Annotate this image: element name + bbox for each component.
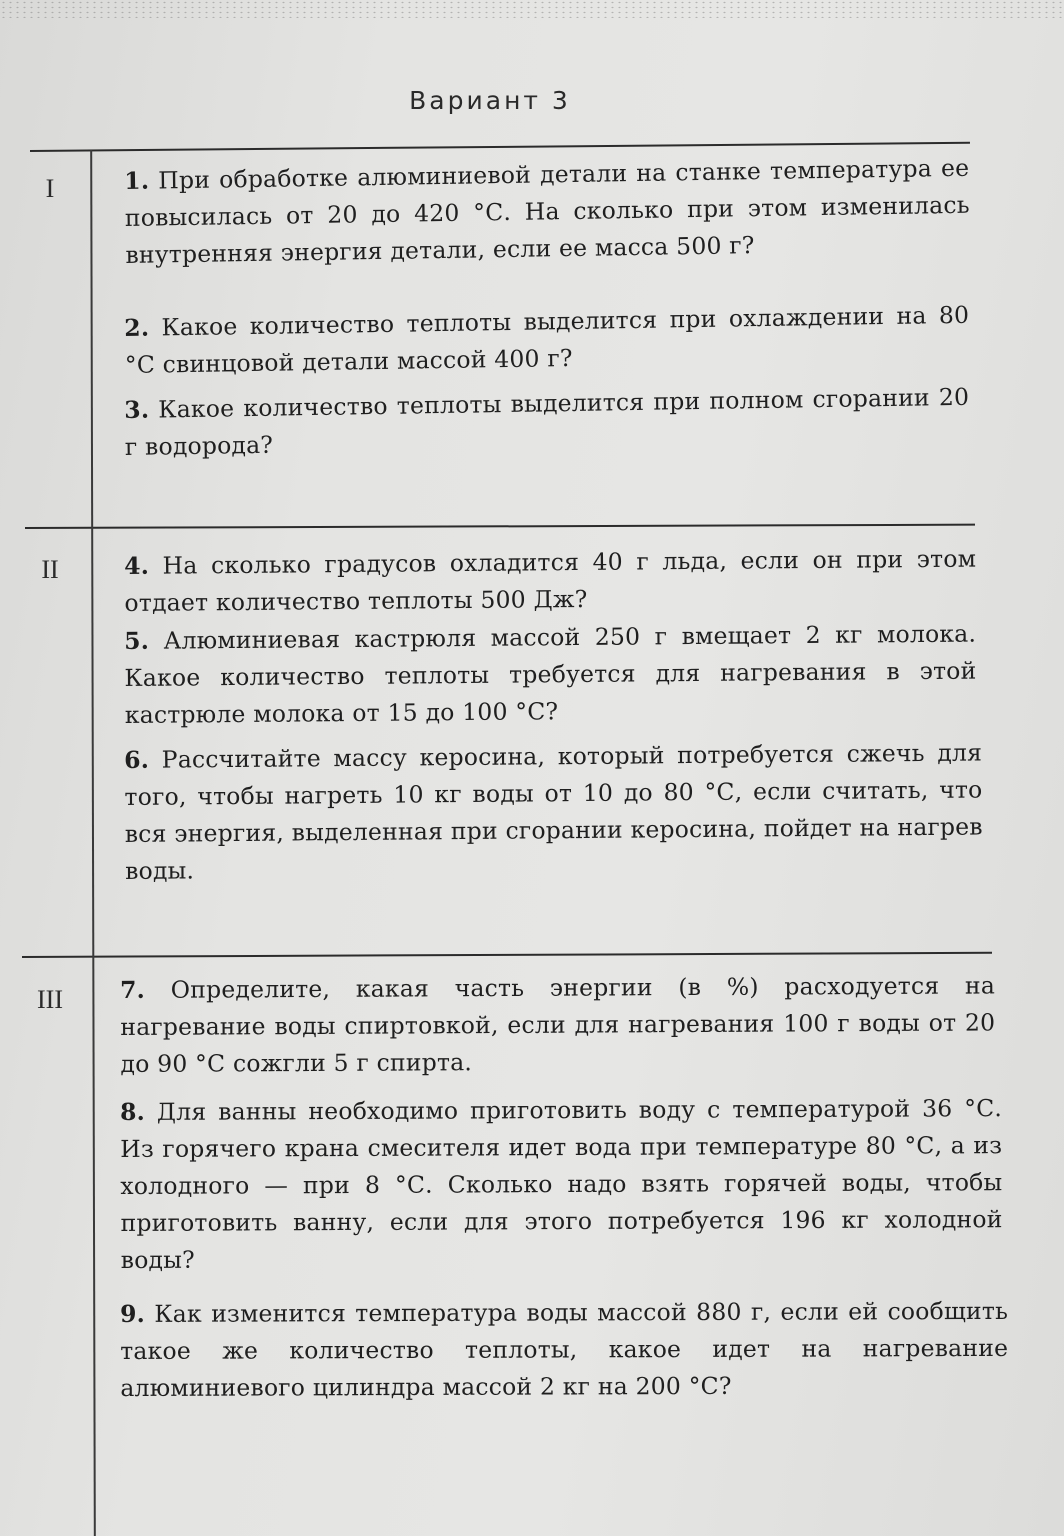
- scan-noise: [0, 0, 1064, 18]
- task-text: На сколько градусов охладится 40 г льда, если он при этом отдает количество теплоты 500 Дж?: [124, 544, 977, 617]
- task-2: [124, 297, 970, 384]
- task-text: Рассчитайте массу керосина, который потребуется сжечь для того, чтобы нагреть 10 кг воды от 10 до 80 °С, если считать, что вся энергия, выделенная при сгорании керосина, пойдет на нагрев воды.: [124, 738, 983, 885]
- section-label-2: II: [41, 555, 59, 584]
- task-text: Как изменится температура воды массой 880 г, если ей сообщить такое же количество теплоты, какое идет на нагревание алюминиевого цилиндра массой 2 кг на 200 °С?: [120, 1296, 1009, 1402]
- task-text: Для ванны необходимо приготовить воду с температурой 36 °С. Из горячего крана смесителя идет вода при температуре 80 °С, а из холодного — при 8 °С. Сколько надо взять горячей воды, чтобы приготовить ванну, если для этого потребуется 196 кг холодной воды?: [120, 1094, 1003, 1274]
- page-title: Вариант 3: [409, 86, 571, 115]
- task-text: Какое количество теплоты выделится при охлаждении на 80 °С свинцовой детали массой 400 г?: [124, 300, 970, 379]
- task-1: [124, 150, 971, 274]
- title-rule: [30, 142, 970, 152]
- task-number: 1.: [124, 166, 150, 195]
- task-number: 3.: [124, 395, 150, 424]
- task-number: 6.: [124, 745, 150, 774]
- section-divider-2: [22, 952, 992, 958]
- task-9: [120, 1293, 1008, 1407]
- task-number: 2.: [124, 313, 150, 342]
- task-8: [120, 1090, 1003, 1279]
- section-label-3: III: [37, 985, 63, 1014]
- task-5: [124, 616, 977, 734]
- task-number: 4.: [124, 551, 150, 580]
- task-text: Алюминиевая кастрюля массой 250 г вмещает 2 кг молока. Какое количество теплоты требуется для нагревания в этой кастрюле молока от 15 до 100 °С?: [124, 619, 977, 729]
- task-3: [124, 379, 970, 466]
- column-divider: [90, 150, 96, 1536]
- task-number: 9.: [120, 1299, 146, 1328]
- task-number: 5.: [124, 626, 150, 655]
- section-label-1: I: [45, 174, 55, 203]
- task-text: При обработке алюминиевой детали на станке температура ее повысилась от 20 до 420 °С. На сколько при этом изменилась внутренняя энергия детали, если ее масса 500 г?: [124, 153, 970, 269]
- task-text: Какое количество теплоты выделится при полном сгорании 20 г водорода?: [124, 382, 970, 461]
- task-6: [124, 735, 983, 890]
- task-text: Определите, какая часть энергии (в %) расходуется на нагревание воды спиртовкой, если для нагревания 100 г воды от 20 до 90 °С сожгли 5 г спирта.: [120, 971, 996, 1078]
- section-divider-1: [25, 524, 975, 529]
- task-number: 7.: [120, 975, 146, 1004]
- task-4: [124, 541, 977, 622]
- task-7: [120, 967, 996, 1083]
- task-number: 8.: [120, 1097, 146, 1126]
